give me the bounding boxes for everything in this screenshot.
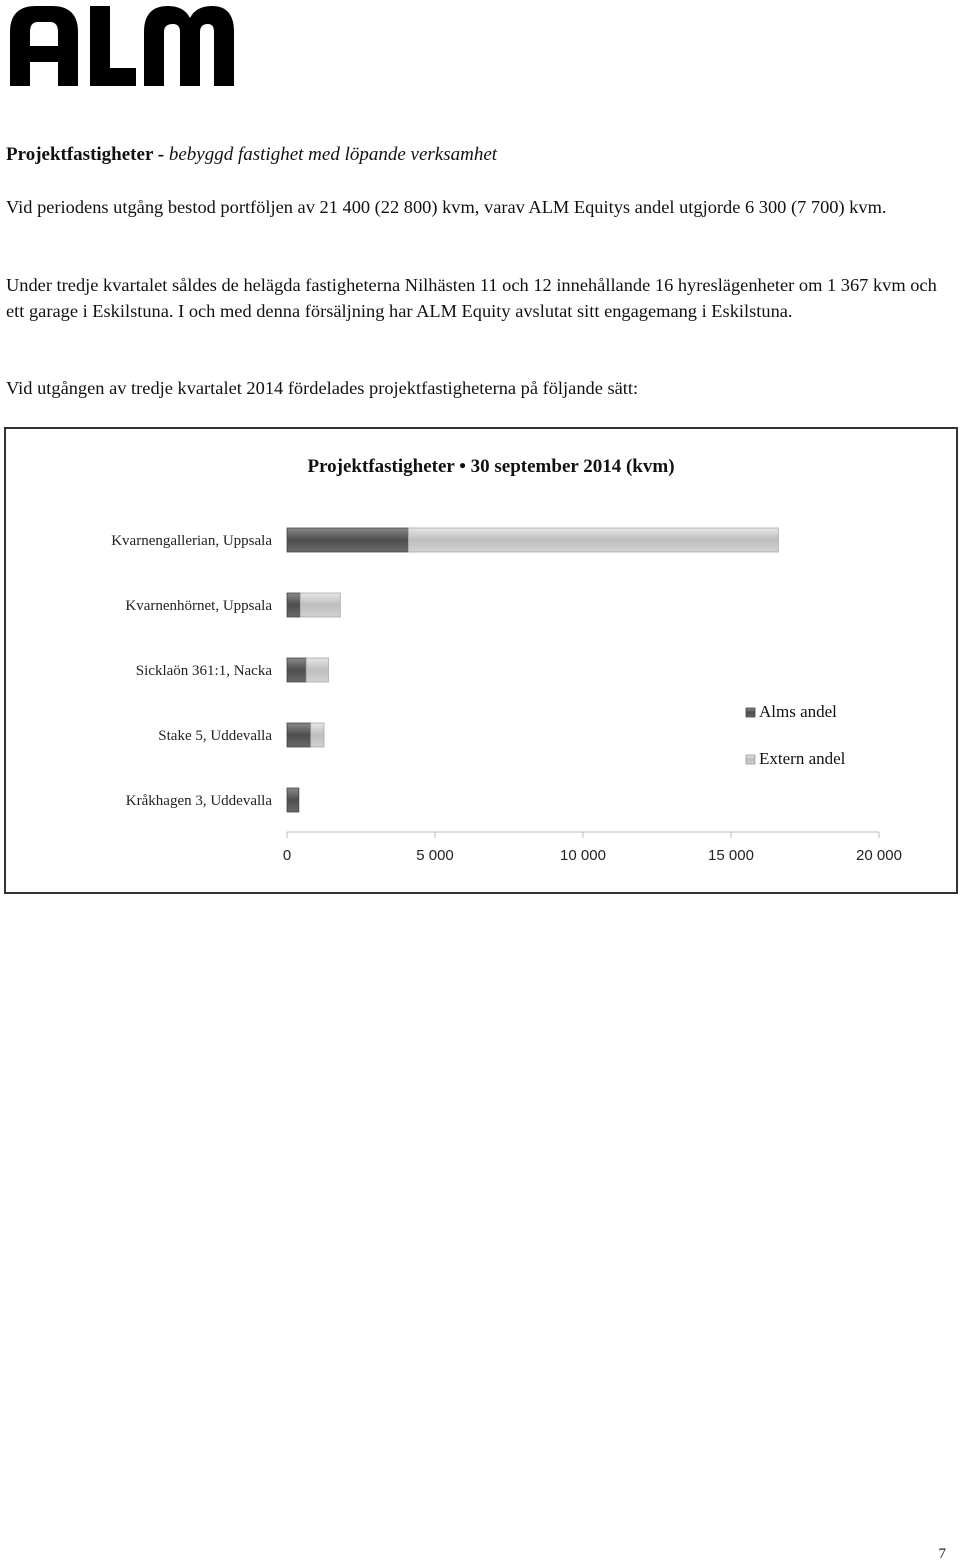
x-tick-label: 0 xyxy=(282,847,292,864)
chart-frame xyxy=(4,427,958,894)
bar-extern-andel xyxy=(306,658,328,682)
legend-label: Extern andel xyxy=(759,749,846,768)
category-label: Kråkhagen 3, Uddevalla xyxy=(125,793,272,809)
bar-chart xyxy=(6,429,956,892)
paragraph-sale: Under tredje kvartalet såldes de helägda fastigheterna Nilhästen 11 och 12 innehållande 16 hyreslägenheter om 1 367 kvm och ett garage i Eskilstuna. I och med denna försäljning har ALM Equity avslutat sitt engagemang i Eskilstuna. xyxy=(6,275,937,321)
bar-alms-andel xyxy=(287,593,300,617)
bar-extern-andel xyxy=(311,723,324,747)
paragraph-distribution: Vid utgången av tredje kvartalet 2014 fördelades projektfastigheterna på följande sätt: xyxy=(6,378,639,398)
chart-title: Projektfastigheter • 30 september 2014 (kvm) xyxy=(307,456,675,477)
bar-extern-andel xyxy=(408,528,778,552)
category-label: Kvarnenhörnet, Uppsala xyxy=(125,598,272,614)
heading-italic: bebyggd fastighet med löpande verksamhet xyxy=(168,144,498,165)
page-number: 7 xyxy=(938,1546,946,1562)
bar-alms-andel xyxy=(287,723,311,747)
legend-swatch xyxy=(746,708,755,717)
section-heading xyxy=(6,142,497,168)
category-label: Stake 5, Uddevalla xyxy=(158,728,272,744)
legend-swatch xyxy=(746,755,755,764)
paragraph-portfolio: Vid periodens utgång bestod portföljen av 21 400 (22 800) kvm, varav ALM Equitys andel utgjorde 6 300 (7 700) kvm. xyxy=(6,197,887,217)
category-label: Kvarnengallerian, Uppsala xyxy=(111,533,272,549)
bar-extern-andel xyxy=(300,593,340,617)
bar-alms-andel xyxy=(287,788,299,812)
x-tick-label: 10 000 xyxy=(560,847,606,864)
alm-logo xyxy=(6,2,236,86)
bar-alms-andel xyxy=(287,658,306,682)
legend-label: Alms andel xyxy=(759,702,837,721)
x-tick-label: 15 000 xyxy=(708,847,754,864)
category-label: Sicklaön 361:1, Nacka xyxy=(135,663,272,679)
heading-bold: Projektfastigheter - xyxy=(6,144,169,165)
bar-alms-andel xyxy=(287,528,408,552)
x-tick-label: 5 000 xyxy=(416,847,454,864)
x-tick-label: 20 000 xyxy=(856,847,902,864)
